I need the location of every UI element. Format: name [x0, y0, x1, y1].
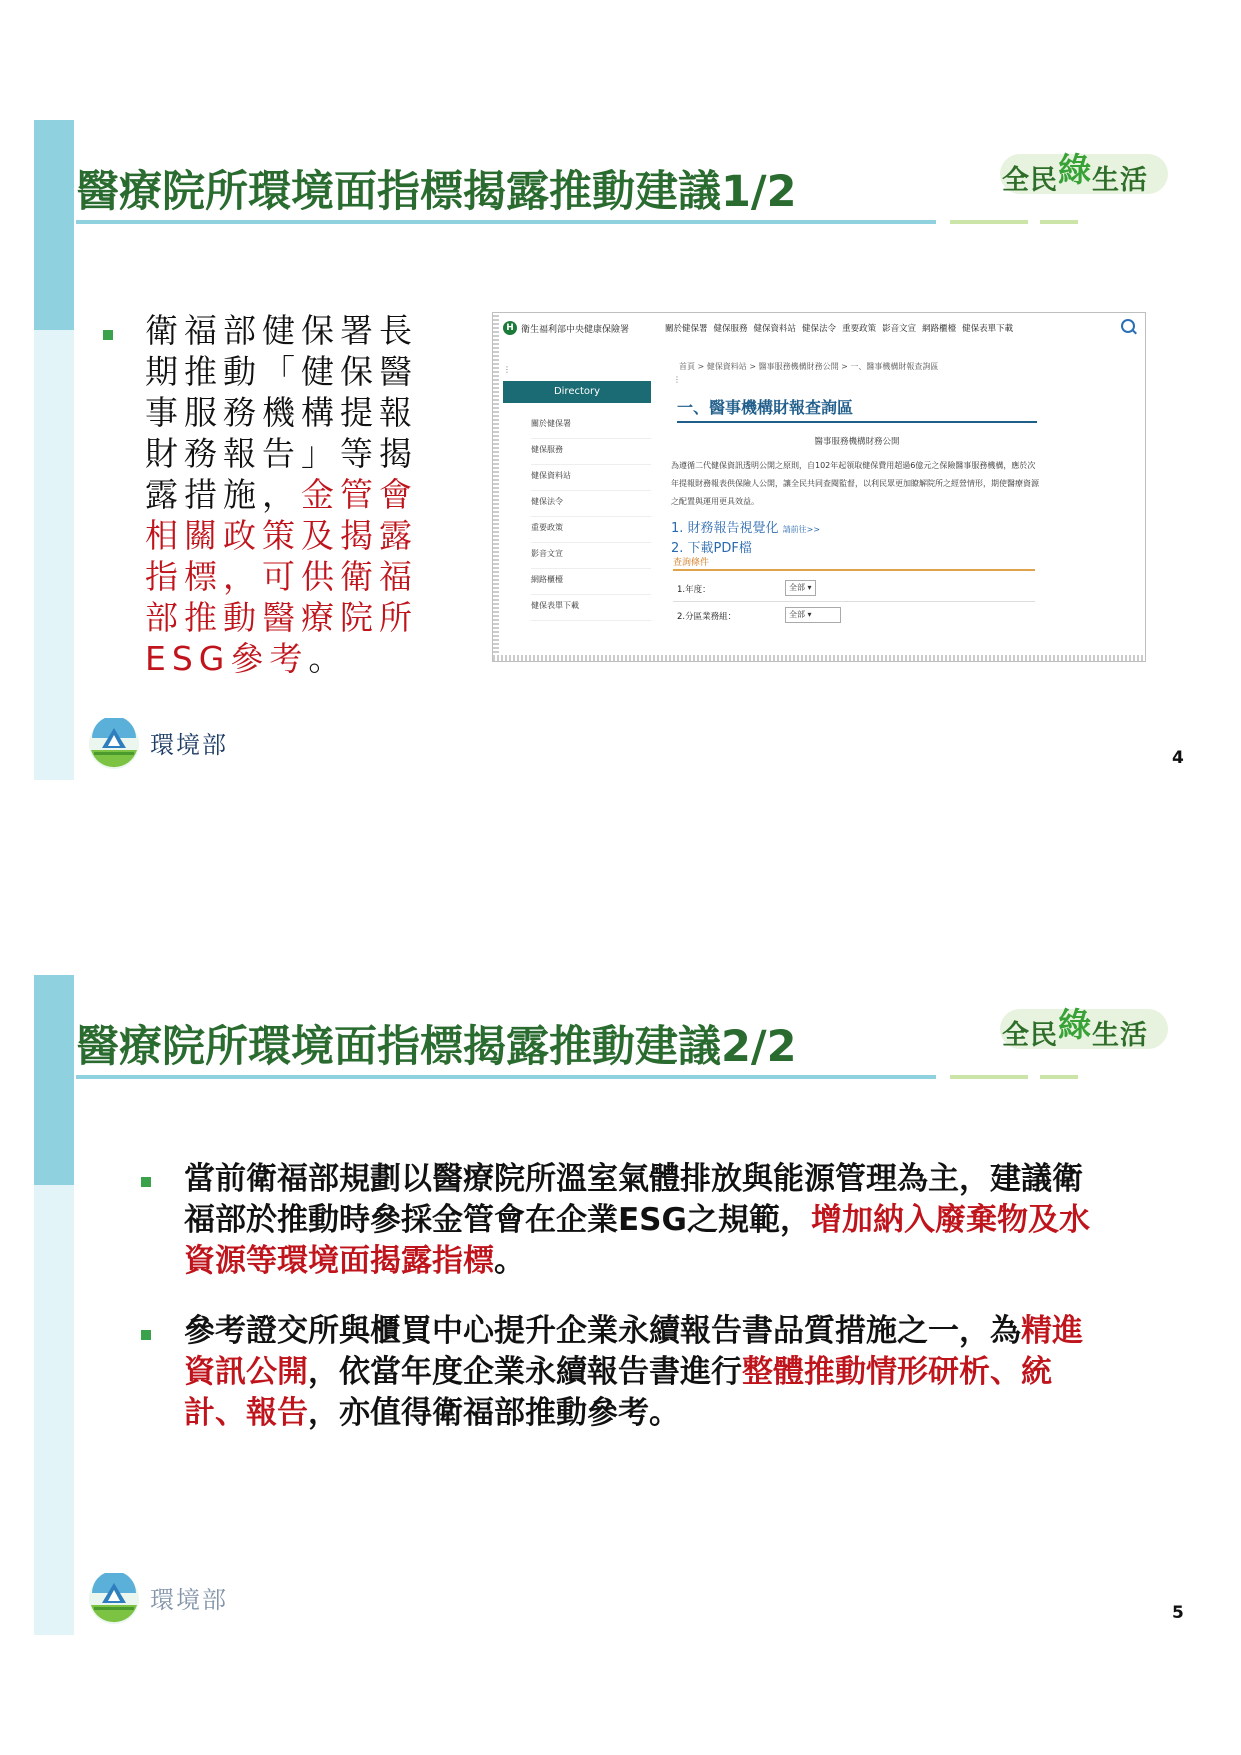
more-dots: ⋮ — [673, 375, 681, 384]
page-number: 5 — [1172, 1603, 1184, 1623]
query-conditions-label: 查詢條件 — [673, 558, 710, 568]
agency-name: 環境部 — [150, 1586, 228, 1614]
logo-text-pre: 全民 — [1002, 165, 1058, 196]
menu-item: 健保法令 — [531, 491, 651, 517]
bullet-text-end: 。 — [494, 1243, 525, 1279]
section-underline — [677, 421, 1037, 423]
year-select: 全部 ▾ — [785, 580, 816, 596]
logo-text-post: 生活 — [1092, 165, 1148, 196]
green-life-logo — [1002, 1007, 1148, 1054]
link-label: 1. 財務報告視覺化 — [671, 521, 779, 536]
financial-visualization-link — [671, 517, 820, 536]
section-title: 一、醫事機構財報查詢區 — [677, 398, 854, 417]
download-pdf-link: 2. 下載PDF檔 — [671, 541, 752, 556]
moenv-logo-icon — [88, 1573, 140, 1625]
year-filter-label: 1.年度： — [677, 585, 711, 595]
slide-4 — [0, 120, 1241, 810]
logo-text-green: 綠 — [1058, 1005, 1092, 1044]
agency-name: 環境部 — [150, 731, 228, 759]
side-accent-bar-light — [34, 1185, 74, 1635]
bullet-text-emphasis: 金管會相關政策及揭露指標，可供衛福部推動醫療院所ESG參考 — [145, 475, 418, 678]
bullet-text-plain: ，亦值得衛福部推動參考。 — [308, 1395, 680, 1431]
site-header — [493, 313, 1145, 345]
menu-item: 健保資料站 — [531, 465, 651, 491]
nav-item: 健保法令 — [802, 324, 837, 334]
title-underline-segment — [950, 220, 1028, 224]
bullet-marker — [103, 330, 113, 340]
bullet-text-2 — [184, 1311, 1104, 1434]
breadcrumb: 首頁 > 健保資料站 > 醫事服務機構財務公開 > 一、醫事機構財報查詢區 — [679, 362, 939, 371]
nav-item: 健保服務 — [713, 324, 748, 334]
bullet-text-plain: 衛福部健保署長期推動「健保醫事服務機構提報財務報告」等揭露措施， — [145, 311, 418, 514]
region-filter-label: 2.分區業務組： — [677, 612, 737, 622]
bullet-marker — [141, 1330, 151, 1340]
nav-item: 健保資料站 — [753, 324, 797, 334]
site-brand: 衛生福利部中央健康保險署 — [521, 325, 630, 335]
bullet-text-1 — [184, 1159, 1104, 1282]
content-heading: 醫事服務機構財務公開 — [814, 437, 900, 447]
menu-item: 網路櫃檯 — [531, 569, 651, 595]
menu-item: 健保服務 — [531, 439, 651, 465]
title-underline-segment — [1040, 1075, 1078, 1079]
logo-text-green: 綠 — [1058, 150, 1092, 189]
bullet-text-plain: 當前衛福部規劃以醫療院所溫室氣體排放與能源管理為主，建議衛福部於推動時參採金管會在企業ESG之規範， — [184, 1161, 1083, 1238]
nav-item: 關於健保署 — [665, 324, 708, 334]
region-select: 全部 ▾ — [785, 607, 841, 623]
directory-menu — [531, 413, 651, 621]
menu-item: 影音文宣 — [531, 543, 651, 569]
directory-header: Directory — [503, 381, 651, 403]
bullet-text-end: 。 — [308, 639, 348, 678]
logo-text-post: 生活 — [1092, 1020, 1148, 1051]
bullet-text-emphasis: 整體推動情形研析、統計、報告 — [184, 1354, 1052, 1431]
title-underline — [76, 1075, 936, 1079]
nav-item: 網路櫃檯 — [922, 324, 957, 334]
title-underline — [76, 220, 936, 224]
menu-item: 關於健保署 — [531, 413, 651, 439]
scan-edge — [493, 655, 1145, 661]
menu-item: 重要政策 — [531, 517, 651, 543]
logo-text-pre: 全民 — [1002, 1020, 1058, 1051]
year-filter-row — [673, 575, 1035, 602]
site-nav — [665, 322, 1019, 334]
page-number: 4 — [1172, 748, 1184, 768]
menu-item: 健保表單下載 — [531, 595, 651, 621]
nhi-website-screenshot — [492, 312, 1146, 662]
region-filter-row — [673, 602, 1035, 628]
nav-item: 重要政策 — [842, 324, 877, 334]
bullet-text-emphasis: 精進資訊公開 — [184, 1313, 1083, 1390]
link-go-label: 請前往>> — [782, 525, 821, 534]
content-description: 為遵循二代健保資訊透明公開之原則，自102年起領取健保費用超過6億元之保險醫事服務機構，應於次年提報財務報表供保險人公開，讓全民共同查閱監督，以利民眾更加瞭解院所之經營情形，期使醫療資源之配置與運用更具效益。 — [671, 461, 1039, 506]
title-underline-segment — [1040, 220, 1078, 224]
nhi-logo-icon: H — [503, 321, 517, 335]
bullet-text — [145, 310, 445, 679]
bullet-text-plain: 參考證交所與櫃買中心提升企業永續報告書品質措施之一，為 — [184, 1313, 1021, 1349]
bullet-marker — [141, 1177, 151, 1187]
title-underline-segment — [950, 1075, 1028, 1079]
bullet-text-plain: ，依當年度企業永續報告書進行 — [308, 1354, 742, 1390]
slide-title: 醫療院所環境面指標揭露推動建議2/2 — [76, 1022, 797, 1072]
scan-edge — [493, 313, 499, 661]
side-accent-bar — [34, 120, 74, 330]
slide-title: 醫療院所環境面指標揭露推動建議1/2 — [76, 167, 797, 217]
search-icon — [1121, 319, 1135, 333]
side-accent-bar — [34, 975, 74, 1185]
bullet-text-emphasis: 增加納入廢棄物及水資源等環境面揭露指標 — [184, 1202, 1090, 1279]
slide-5 — [0, 975, 1241, 1665]
more-dots: ⋮ — [503, 365, 511, 374]
nav-item: 健保表單下載 — [962, 324, 1014, 334]
green-life-logo — [1002, 152, 1148, 199]
query-divider — [673, 569, 1035, 571]
nav-item: 影音文宣 — [882, 324, 917, 334]
moenv-logo-icon — [88, 718, 140, 770]
side-accent-bar-light — [34, 330, 74, 780]
